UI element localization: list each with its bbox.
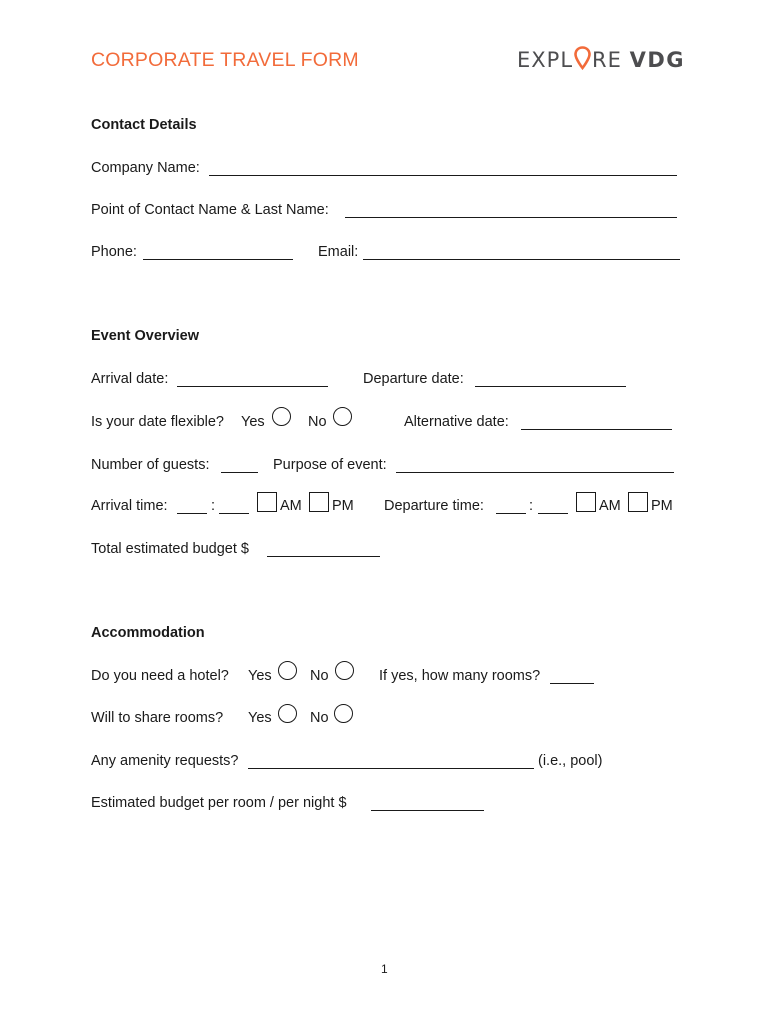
departure-pm-label: PM (651, 498, 673, 514)
arrival-date-field[interactable] (177, 386, 328, 387)
rooms-count-field[interactable] (550, 683, 594, 684)
poc-name-field[interactable] (345, 217, 677, 218)
date-flexible-yes-radio[interactable] (272, 407, 291, 426)
departure-date-field[interactable] (475, 386, 626, 387)
logo (517, 46, 685, 75)
arrival-am-label: AM (280, 498, 302, 514)
total-budget-label: Total estimated budget $ (91, 541, 249, 557)
phone-field[interactable] (143, 259, 293, 260)
arrival-am-checkbox[interactable] (257, 492, 277, 512)
departure-time-colon: : (529, 498, 534, 514)
departure-time-label: Departure time: (384, 498, 484, 514)
need-hotel-no-radio[interactable] (335, 661, 354, 680)
date-flexible-no-label: No (308, 414, 327, 430)
share-rooms-label: Will to share rooms? (91, 710, 224, 726)
share-rooms-no-radio[interactable] (334, 704, 353, 723)
departure-am-label: AM (599, 498, 621, 514)
arrival-time-hour-field[interactable] (177, 513, 207, 514)
departure-pm-checkbox[interactable] (628, 492, 648, 512)
need-hotel-label: Do you need a hotel? (91, 668, 229, 684)
arrival-date-label: Arrival date: (91, 371, 169, 387)
need-hotel-yes-radio[interactable] (278, 661, 297, 680)
share-rooms-yes-label: Yes (248, 710, 272, 726)
departure-time-hour-field[interactable] (496, 513, 526, 514)
arrival-pm-label: PM (332, 498, 354, 514)
logo-text-explore: EXPL (517, 48, 574, 72)
company-name-label: Company Name: (91, 160, 200, 176)
location-pin-icon (574, 46, 591, 75)
purpose-label: Purpose of event: (273, 457, 387, 473)
departure-time-minute-field[interactable] (538, 513, 568, 514)
need-hotel-yes-label: Yes (248, 668, 272, 684)
arrival-time-label: Arrival time: (91, 498, 168, 514)
departure-am-checkbox[interactable] (576, 492, 596, 512)
date-flexible-yes-label: Yes (241, 414, 265, 430)
email-field[interactable] (363, 259, 680, 260)
form-title: CORPORATE TRAVEL FORM (91, 49, 359, 71)
alternative-date-field[interactable] (521, 429, 672, 430)
arrival-time-minute-field[interactable] (219, 513, 249, 514)
section-heading-accommodation: Accommodation (91, 625, 205, 641)
rooms-count-label: If yes, how many rooms? (379, 668, 541, 684)
amenity-hint: (i.e., pool) (538, 753, 603, 769)
need-hotel-no-label: No (310, 668, 329, 684)
purpose-field[interactable] (396, 472, 674, 473)
amenity-label: Any amenity requests? (91, 753, 239, 769)
alternative-date-label: Alternative date: (404, 414, 509, 430)
arrival-pm-checkbox[interactable] (309, 492, 329, 512)
phone-label: Phone: (91, 244, 137, 260)
guests-label: Number of guests: (91, 457, 210, 473)
email-label: Email: (318, 244, 359, 260)
arrival-time-colon: : (211, 498, 216, 514)
section-heading-event: Event Overview (91, 328, 199, 344)
room-budget-label: Estimated budget per room / per night $ (91, 795, 347, 811)
total-budget-field[interactable] (267, 556, 380, 557)
guests-field[interactable] (221, 472, 258, 473)
poc-name-label: Point of Contact Name & Last Name: (91, 202, 329, 218)
share-rooms-no-label: No (310, 710, 329, 726)
room-budget-field[interactable] (371, 810, 484, 811)
logo-text-re: RE (592, 48, 622, 72)
company-name-field[interactable] (209, 175, 677, 176)
amenity-field[interactable] (248, 768, 534, 769)
share-rooms-yes-radio[interactable] (278, 704, 297, 723)
page-number: 1 (381, 962, 388, 976)
departure-date-label: Departure date: (363, 371, 464, 387)
date-flexible-label: Is your date flexible? (91, 414, 224, 430)
logo-text-vdg: VDG (629, 48, 686, 72)
section-heading-contact: Contact Details (91, 117, 197, 133)
date-flexible-no-radio[interactable] (333, 407, 352, 426)
